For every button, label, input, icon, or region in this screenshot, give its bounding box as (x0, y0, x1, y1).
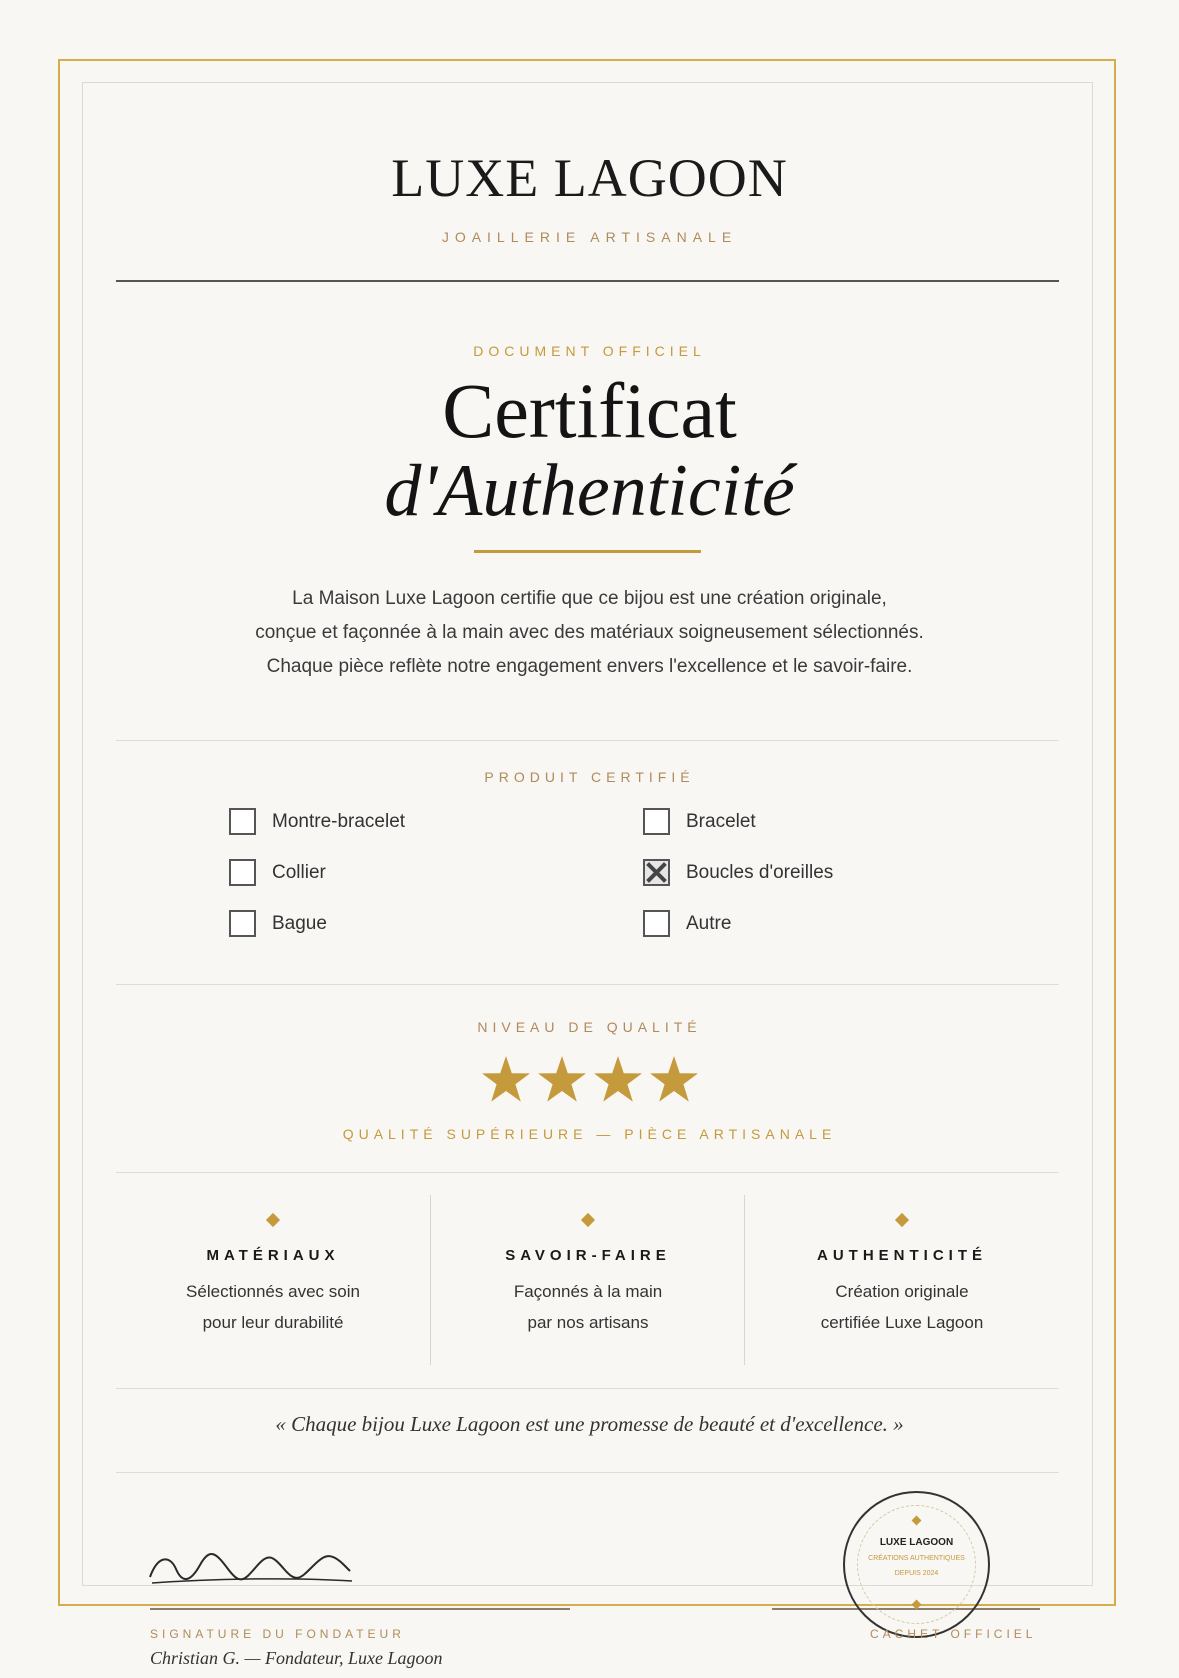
intro-line: La Maison Luxe Lagoon certifie que ce bijou est une création originale, (292, 588, 887, 609)
product-option-label: Collier (272, 861, 326, 883)
checkbox-checked[interactable] (643, 859, 670, 886)
feature-text (431, 1276, 745, 1338)
diamond-icon (895, 1213, 909, 1227)
intro-text (0, 582, 1179, 684)
feature-title: AUTHENTICITÉ (817, 1247, 987, 1264)
product-option-label: Boucles d'oreilles (686, 861, 834, 883)
feature-line: certifiée Luxe Lagoon (820, 1313, 984, 1332)
section-divider (116, 1388, 1059, 1389)
feature-line: Création originale (835, 1282, 969, 1301)
feature-line: Façonnés à la main (513, 1282, 663, 1301)
product-option[interactable] (229, 859, 326, 886)
quality-description: QUALITÉ SUPÉRIEURE — PIÈCE ARTISANALE (342, 1126, 837, 1142)
product-option[interactable] (229, 808, 405, 835)
feature-materiaux (116, 1195, 430, 1338)
feature-text (745, 1276, 1059, 1338)
certificate-title: Certificat (442, 367, 737, 454)
product-section-label: PRODUIT CERTIFIÉ (484, 769, 695, 785)
product-option-label: Bracelet (686, 810, 756, 832)
seal-label: CACHET OFFICIEL (870, 1627, 1037, 1641)
product-option-label: Montre-bracelet (272, 810, 406, 832)
star-icon (482, 1056, 530, 1102)
quality-section-label: NIVEAU DE QUALITÉ (477, 1019, 702, 1035)
feature-line: pour leur durabilité (202, 1313, 344, 1332)
diamond-icon (266, 1213, 280, 1227)
quality-star-rating (0, 1056, 1179, 1107)
feature-line: par nos artisans (527, 1313, 649, 1332)
header-divider (116, 280, 1059, 282)
signature-label: SIGNATURE DU FONDATEUR (150, 1627, 405, 1641)
title-underline (474, 550, 701, 553)
feature-savoir-faire (431, 1195, 745, 1338)
star-icon (650, 1056, 698, 1102)
feature-line: Sélectionnés avec soin (186, 1282, 360, 1301)
seal-text: CRÉATIONS AUTHENTIQUES (868, 1555, 965, 1562)
intro-line: Chaque pièce reflète notre engagement envers l'excellence et le savoir-faire. (266, 656, 913, 677)
product-option[interactable] (643, 859, 833, 886)
section-divider (116, 740, 1059, 741)
star-icon (538, 1056, 586, 1102)
signature-line (150, 1608, 570, 1610)
brand-name: LUXE LAGOON (391, 148, 788, 208)
checkbox[interactable] (229, 859, 256, 886)
star-icon (594, 1056, 642, 1102)
checkbox[interactable] (643, 808, 670, 835)
product-option-label: Bague (272, 912, 327, 934)
brand-quote: « Chaque bijou Luxe Lagoon est une promesse de beauté et d'excellence. » (275, 1412, 904, 1436)
checkbox[interactable] (643, 910, 670, 937)
feature-authenticite (745, 1195, 1059, 1338)
certificate-subtitle: d'Authenticité (384, 450, 795, 532)
document-eyebrow: DOCUMENT OFFICIEL (473, 343, 706, 359)
section-divider (116, 1172, 1059, 1173)
checkbox[interactable] (229, 808, 256, 835)
brand-tagline: JOAILLERIE ARTISANALE (441, 229, 738, 245)
feature-title: MATÉRIAUX (206, 1247, 340, 1264)
product-option[interactable] (229, 910, 327, 937)
section-divider (116, 1472, 1059, 1473)
section-divider (116, 984, 1059, 985)
intro-line: conçue et façonnée à la main avec des matériaux soigneusement sélectionnés. (255, 622, 924, 643)
x-mark-icon (645, 861, 668, 884)
seal-text: DEPUIS 2024 (894, 1570, 939, 1577)
feature-title: SAVOIR-FAIRE (505, 1247, 671, 1264)
founder-signature-drawing (148, 1545, 358, 1587)
product-option[interactable] (643, 808, 756, 835)
product-option-label: Autre (686, 912, 732, 934)
checkbox[interactable] (229, 910, 256, 937)
feature-text (116, 1276, 430, 1338)
founder-name: Christian G. — Fondateur, Luxe Lagoon (150, 1648, 443, 1668)
seal-brand: LUXE LAGOON (879, 1537, 954, 1548)
official-seal (843, 1491, 990, 1638)
product-option[interactable] (643, 910, 731, 937)
diamond-icon (581, 1213, 595, 1227)
